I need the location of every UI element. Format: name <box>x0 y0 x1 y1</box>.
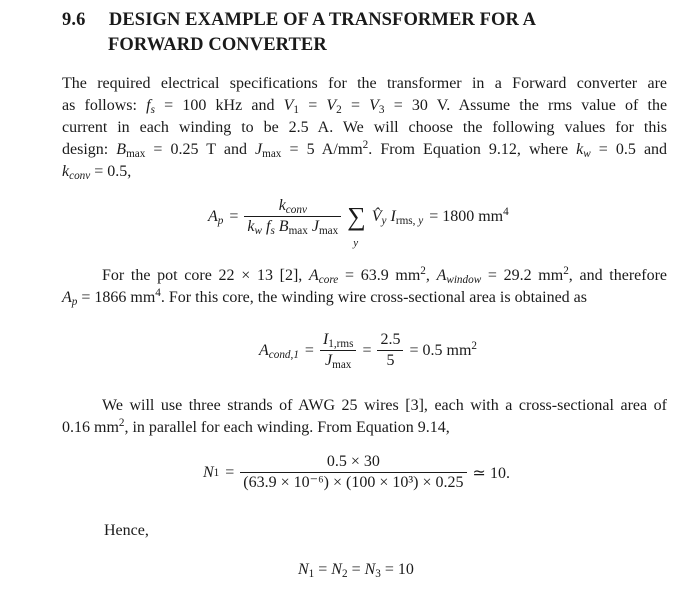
eq2-rhs: = 0.5 mm <box>409 341 472 359</box>
para1-line4: design: $B_{max} = 0.25$ T and $J_{max} = 5$ $A/mm^2$. From Equation 9.12, where $k_w = 0.5$ and <box>62 139 668 160</box>
eq3-fraction: $\frac{0.5 \times 30}{\text{(63.9 × 10⁻⁶) × (100 × 10³) × 0.25}}$ <box>240 452 466 493</box>
eq2-fraction2: $\frac{2.5}{5}$ <box>377 330 403 371</box>
equation-conductor-area: $A_{cond,1}$ = $\frac{I_{1,rms}}{J_{max}}$ = $\frac{2.5}{5}$ = 0.5 $mm^2$ <box>259 331 477 371</box>
section-heading <box>62 8 536 33</box>
para1-line5: $k_{conv} = 0.5$, <box>62 163 132 182</box>
eq1-fraction: $\frac{k_{conv}}{k_w f_s B_{max} J_{max}}$ <box>244 196 341 237</box>
equation-area-product: $A_p$ = $\frac{k_{conv}}{k_w f_s B_{max} J_{max}}$ ∑ y $V̂_y$ $I_{rms, y}$ = 1800 $mm^4$ <box>208 197 509 249</box>
section-title-line2: FORWARD CONVERTER <box>108 35 327 55</box>
paragraph-specifications <box>62 73 667 183</box>
paragraph-pot-core <box>62 265 667 309</box>
para2-line2: $A_p = 1866$ $mm^4$. For this core, the winding wire cross-sectional area is obtained as <box>62 287 587 308</box>
para3-line1: We will use three strands of AWG 25 wires [3], each with a cross-sectional area of <box>102 397 667 414</box>
para1-line3: current in each winding to be 2.5 A. We will choose the following values for this <box>62 119 667 136</box>
section-number: 9.6 <box>62 10 86 30</box>
eq2-fraction1: $\frac{I_{1,rms}}{J_{max}}$ <box>320 330 357 371</box>
eq4-rhs: = 10 <box>384 561 414 578</box>
eq1-rhs: = 1800 mm <box>429 207 504 225</box>
para1-line2: as follows: $f_s = 100$ kHz and $V_1 = V_2 = V_3 = 30$ V. Assume the rms value of the <box>62 97 668 116</box>
equation-turns: N 1 = $\frac{0.5 \times 30}{\text{(63.9 × 10⁻⁶) × (100 × 10³) × 0.25}}$ ≃ 10. <box>203 453 510 491</box>
para2-line1: For the pot core 22 × 13 [2], $A_{core} = 63.9$ $mm^2$, $A_{window} = 29.2$ $mm^2$, and therefore <box>102 265 668 286</box>
section-title-line1: DESIGN EXAMPLE OF A TRANSFORMER FOR A <box>108 10 537 30</box>
hence-text: Hence, <box>104 522 149 539</box>
equation-equal-turns: $N_1 = N_2 = N_3 = 10$ <box>298 561 414 580</box>
paragraph-wire-strands <box>62 395 667 439</box>
summation-symbol: ∑ y <box>347 201 366 249</box>
eq3-rhs: ≃ 10. <box>472 464 510 482</box>
para3-line2: 0.16 $mm^2$, in parallel for each winding. From Equation 9.14, <box>62 417 450 436</box>
para1-line1: The required electrical specifications for the transformer in a Forward converter are <box>62 75 667 92</box>
